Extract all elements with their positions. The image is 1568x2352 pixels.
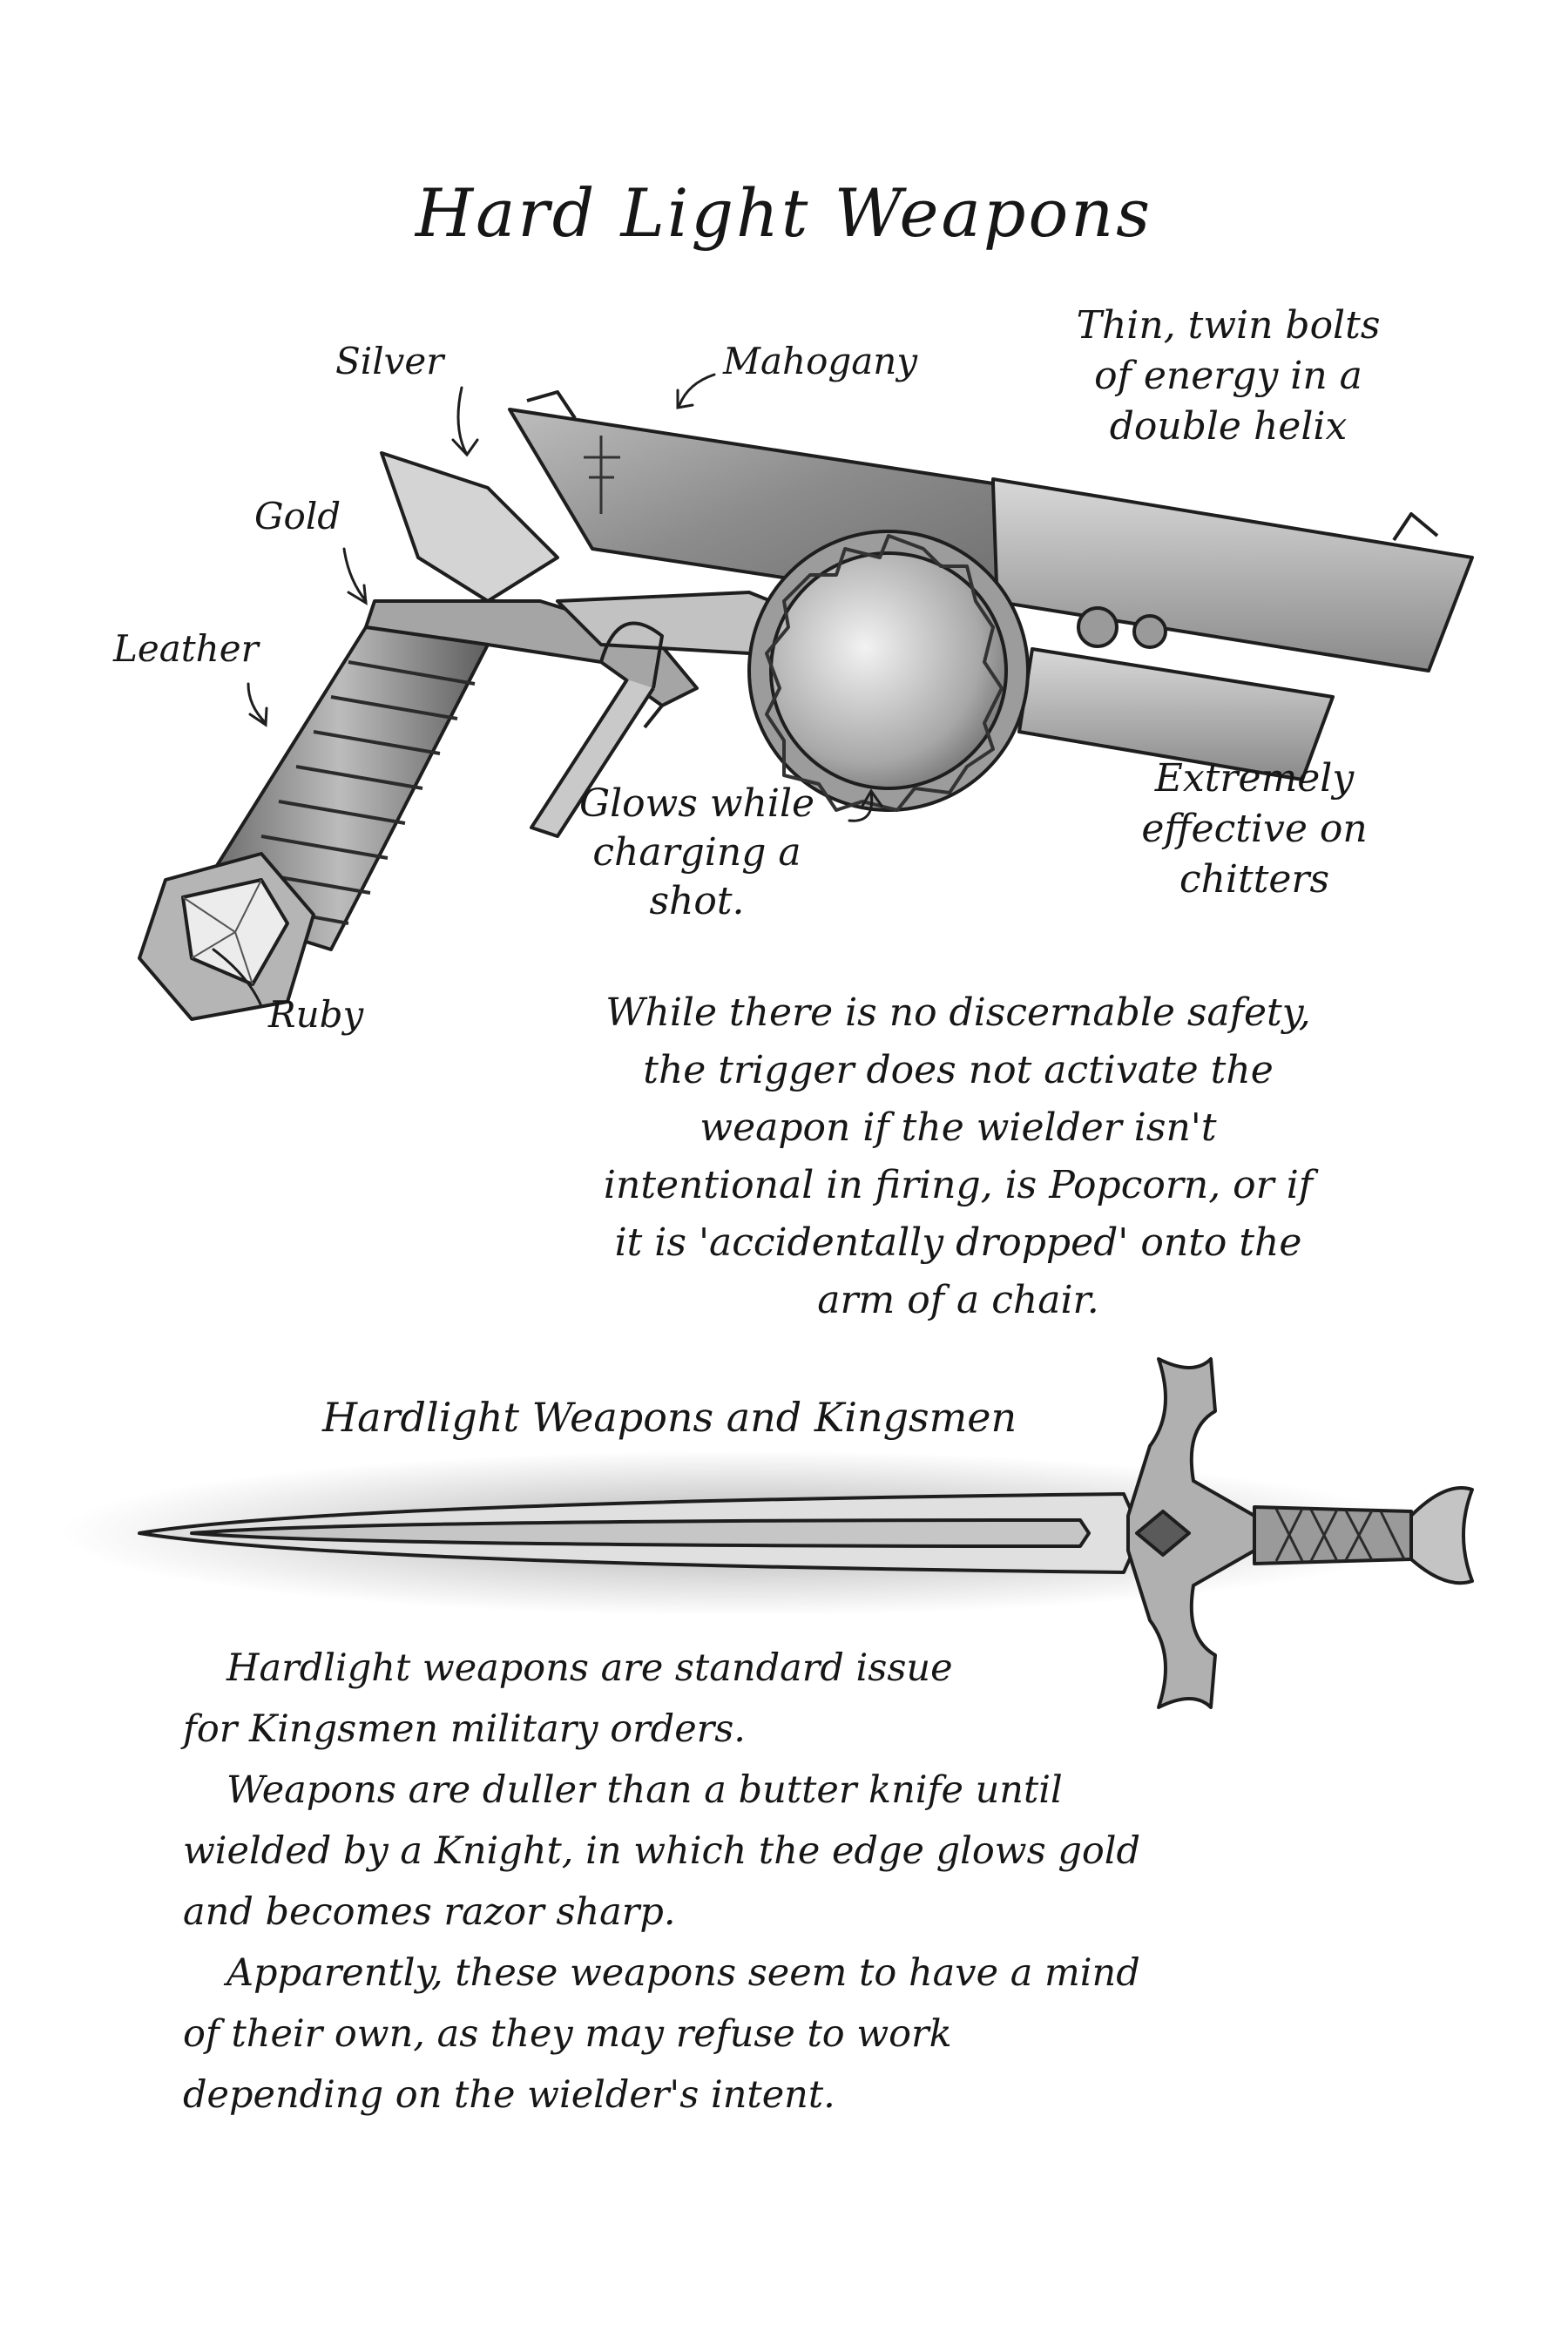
safety-line: the trigger does not activate the bbox=[643, 1048, 1274, 1092]
sword-line: for Kingsmen military orders. bbox=[183, 1707, 746, 1751]
safety-line: it is 'accidentally dropped' onto the bbox=[614, 1220, 1302, 1265]
safety-line: While there is no discernable safety, bbox=[605, 990, 1311, 1035]
label-ruby: Ruby bbox=[268, 993, 364, 1036]
sword-line: depending on the wielder's intent. bbox=[183, 2073, 835, 2117]
note-effective-line: effective on bbox=[1141, 807, 1368, 851]
note-glow-line: shot. bbox=[649, 879, 745, 923]
note-glow-line: Glows while bbox=[578, 781, 815, 826]
safety-line: weapon if the wielder isn't bbox=[700, 1105, 1217, 1150]
sword-line: of their own, as they may refuse to work bbox=[183, 2012, 952, 2056]
note-effective-line: Extremely bbox=[1154, 756, 1355, 801]
note-glow bbox=[540, 780, 854, 926]
sword-line: and becomes razor sharp. bbox=[183, 1890, 676, 1934]
label-mahogany: Mahogany bbox=[723, 340, 918, 382]
sword-line: Weapons are duller than a butter knife until bbox=[226, 1768, 1063, 1812]
sword-line: Hardlight weapons are standard issue bbox=[226, 1646, 953, 1690]
note-effective bbox=[1071, 754, 1437, 905]
label-leather: Leather bbox=[113, 627, 259, 670]
note-bolts-line: double helix bbox=[1109, 404, 1348, 449]
sword-line: wielded by a Knight, in which the edge glows gold bbox=[183, 1829, 1141, 1873]
sword-line: Apparently, these weapons seem to have a mind bbox=[226, 1951, 1140, 1995]
label-silver: Silver bbox=[335, 340, 444, 382]
safety-line: intentional in firing, is Popcorn, or if bbox=[603, 1163, 1314, 1207]
note-bolts bbox=[1010, 301, 1446, 452]
note-glow-line: charging a bbox=[592, 830, 801, 875]
sword-paragraph bbox=[183, 1638, 1446, 2126]
note-bolts-line: of energy in a bbox=[1094, 354, 1362, 398]
page-title: Hard Light Weapons bbox=[415, 174, 1153, 252]
safety-line: arm of a chair. bbox=[817, 1278, 1099, 1322]
note-bolts-line: Thin, twin bolts bbox=[1076, 303, 1381, 348]
note-effective-line: chitters bbox=[1179, 857, 1330, 902]
label-gold: Gold bbox=[254, 495, 341, 537]
safety-paragraph bbox=[453, 984, 1463, 1329]
sword-heading: Hardlight Weapons and Kingsmen bbox=[322, 1394, 1017, 1441]
